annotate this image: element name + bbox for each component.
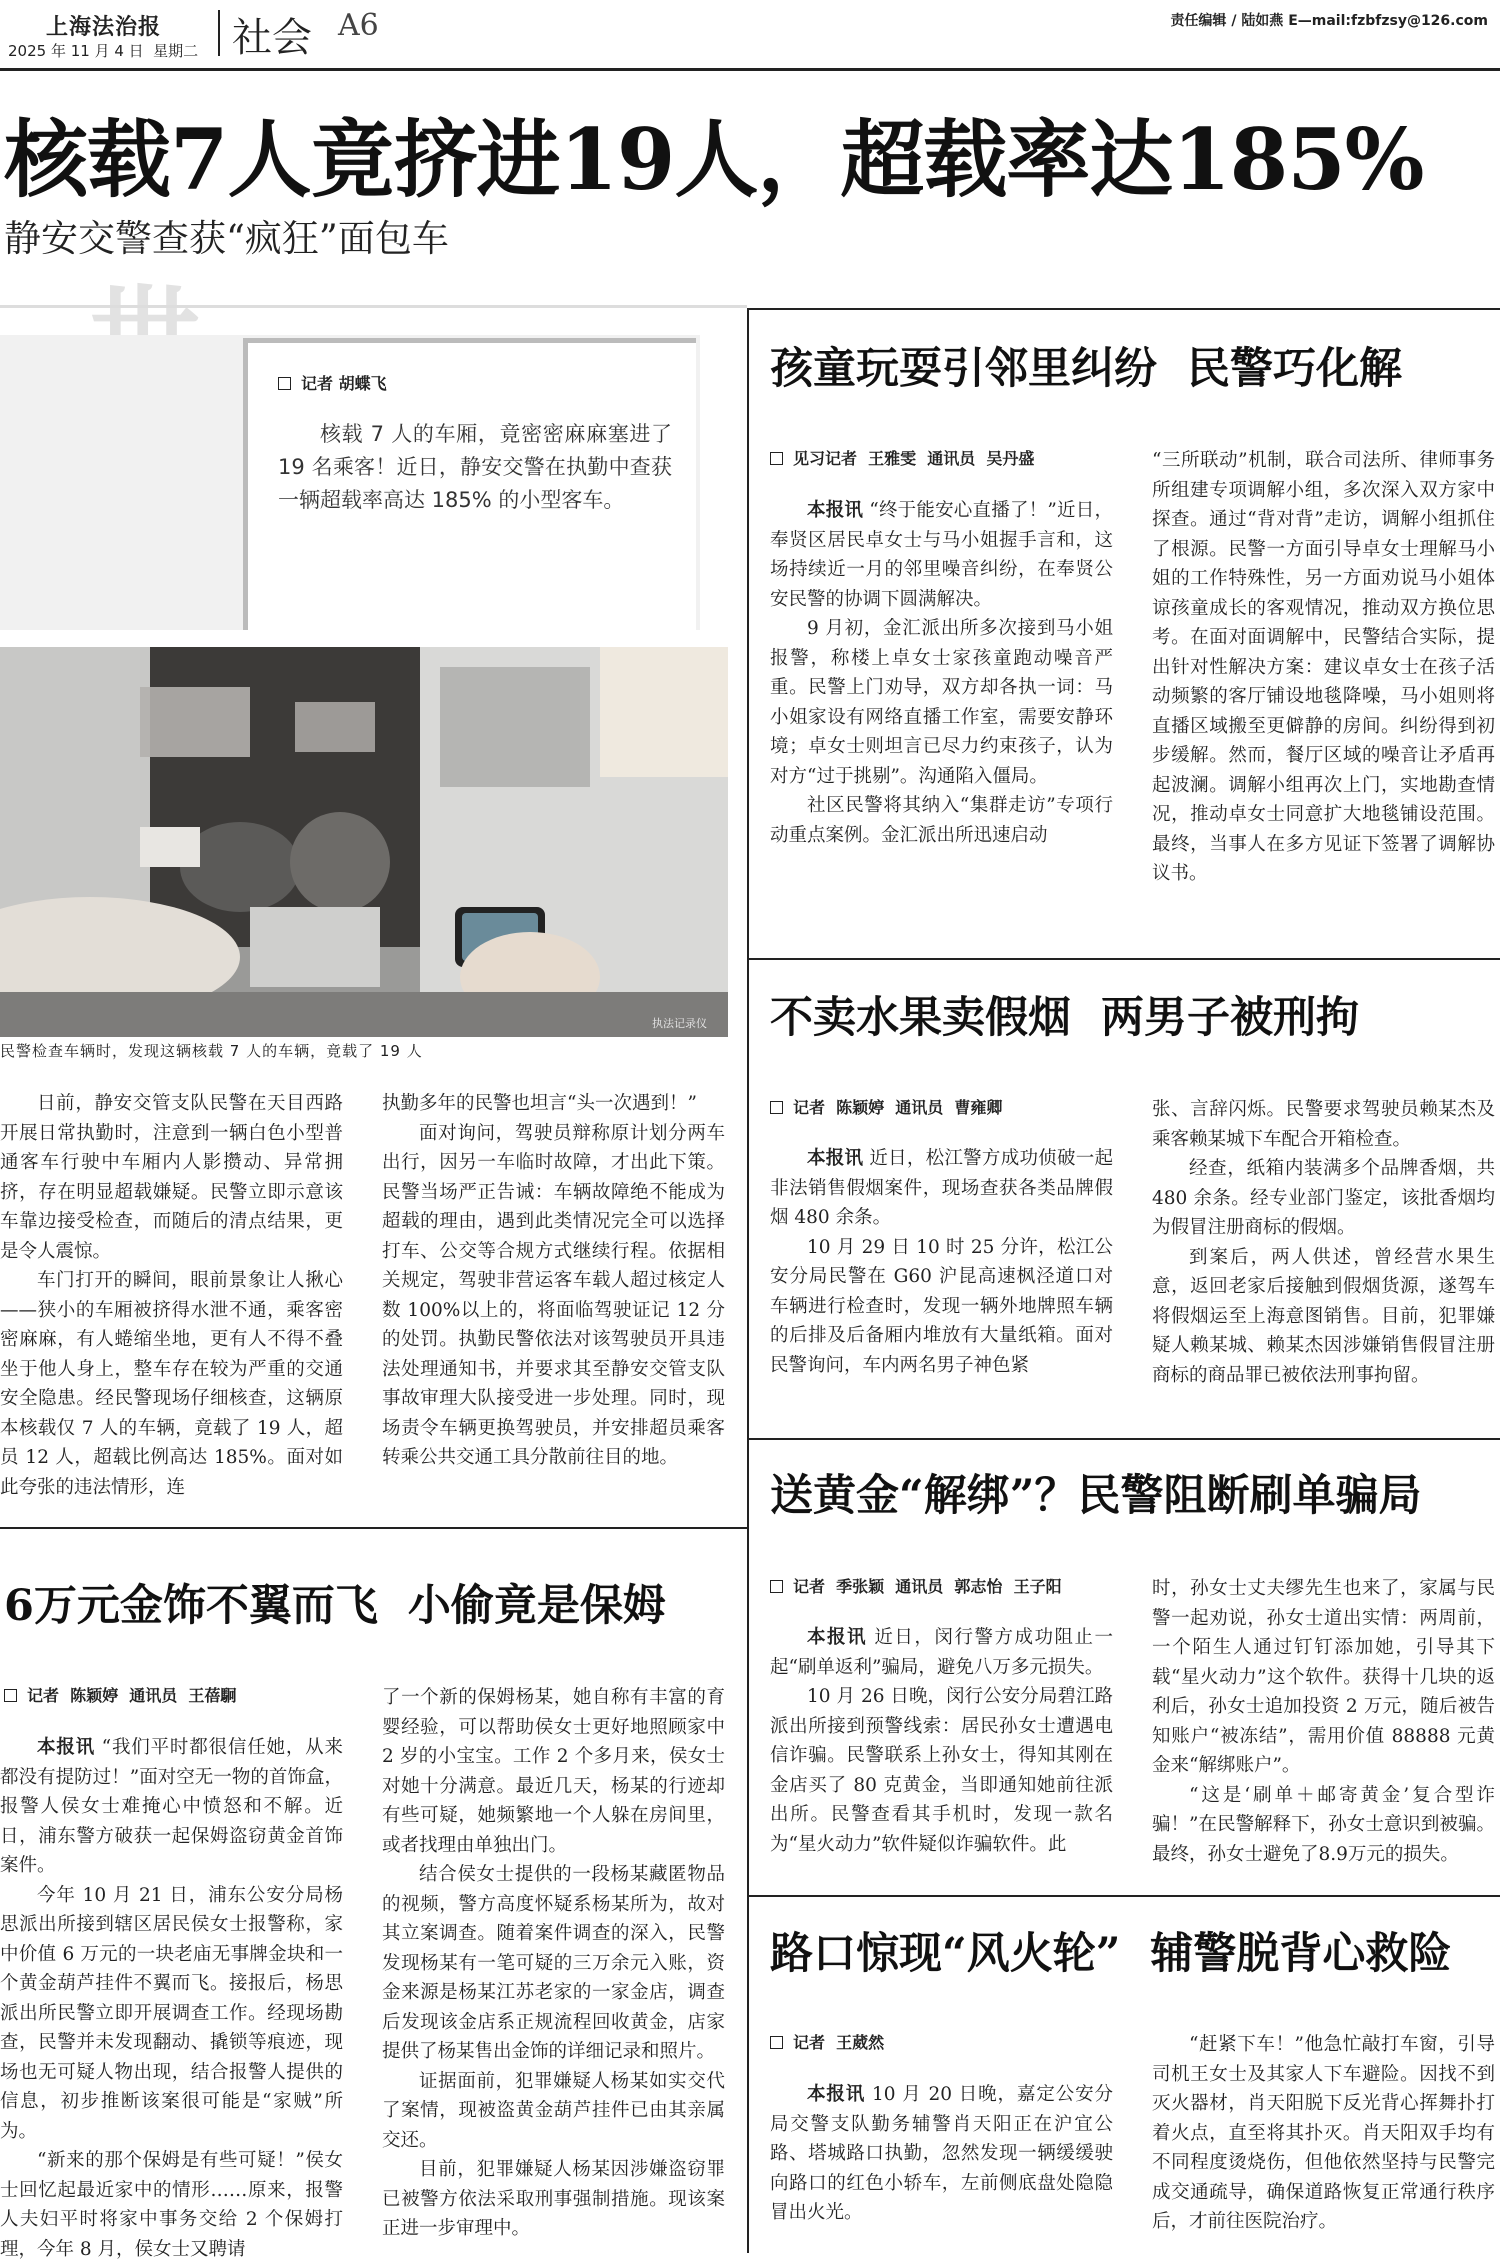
story-para: 社区民警将其纳入“集群走访”专项行动重点案例。金汇派出所迅速启动 [770, 795, 1113, 846]
editor-email: E—mail:fzbfzsy@126.com [1288, 13, 1488, 29]
masthead-divider [218, 10, 220, 56]
story-child-col2 [1152, 446, 1495, 889]
story-nanny-col2 [382, 1683, 725, 2244]
main-byline: 记者 胡蝶飞 [278, 371, 672, 394]
story-cig-col2 [1152, 1095, 1495, 1390]
story-divider [0, 1527, 747, 1529]
story-para: 本报讯 近日，松江警方成功侦破一起非法销售假烟案件，现场查获各类品牌假烟 480 余条。 [770, 1148, 1113, 1228]
photo-caption: 民警检查车辆时，发现这辆核载 7 人的车辆，竟载了 19 人 [0, 1042, 423, 1060]
story-para: 到案后，两人供述，曾经营水果生意，返回老家后接触到假烟货源，遂驾车将假烟运至上海意图销售。目前，犯罪嫌疑人赖某城、赖某杰因涉嫌销售假冒注册商标的商品罪已被依法刑事拘留。 [1152, 1246, 1495, 1386]
story-para: 今年 10 月 21 日，浦东公安分局杨思派出所接到辖区居民侯女士报警称，家中价值 6 万元的一块老庙无事牌金块和一个黄金葫芦挂件不翼而飞。接报后，杨思派出所民警立即开展调查工作。经现场勘查，民警并未发现翻动、撬锁等痕迹，现场也无可疑人物出现，结合报警人提供的信息，初步推断该案很可能是“家贼”所为。 [0, 1884, 343, 2142]
page-number: A6 [338, 8, 379, 43]
main-para: 面对询问，驾驶员辩称原计划分两车出行，因另一车临时故障，才出此下策。民警当场严正告诫：车辆故障绝不能成为超载的理由，遇到此类情况完全可以选择打车、公交等合规方式继续行程。依据相关规定，驾驶非营运客车载人超过核定人数 100%以上的，将面临驾驶证记 12 分的处罚。执勤民警依法对该驾驶员开具违法处理通知书，并要求其至静安交管支队事故审理大队接受进一步处理。同时，现场责令车辆更换驾驶员，并安排超员乘客转乘公共交通工具分散前往目的地。 [382, 1122, 725, 1468]
story-child-col1 [770, 496, 1113, 850]
summary-box [243, 338, 696, 630]
story-para: 本报讯 “我们平时都很信任她，从来都没有提防过！”面对空无一物的首饰盒，报警人侯女士难掩心中愤怒和不解。近日，浦东警方破获一起保姆盗窃黄金首饰案件。 [0, 1737, 343, 1876]
main-subhead: 静安交警查获“疯狂”面包车 [4, 217, 449, 260]
story-para: 10 月 29 日 10 时 25 分许，松江公安分局民警在 G60 沪昆高速枫泾道口对车辆进行检查时，发现一辆外地牌照车辆的后排及后备厢内堆放有大量纸箱。面对民警询问，车内两名男子神色紧 [770, 1236, 1113, 1376]
story-nanny-col1 [0, 1733, 343, 2264]
story-para: “三所联动”机制，联合司法所、律师事务所组建专项调解小组，多次深入双方家中探查。通过“背对背”走访，调解小组抓住了根源。民警一方面引导卓女士理解马小姐的工作特殊性，另一方面劝说马小姐体谅孩童成长的客观情况，推动双方换位思考。在面对面调解中，民警结合实际，提出针对性解决方案：建议卓女士在孩子活动频繁的客厅铺设地毯降噪，马小姐则将直播区域搬至更僻静的房间。纠纷得到初步缓解。然而，餐厅区域的噪音让矛盾再起波澜。调解小组再次上门，实地勘查情况，推动卓女士同意扩大地毯铺设范围。最终，当事人在多方见证下签署了调解协议书。 [1152, 450, 1495, 884]
story-wheel-col2 [1152, 2030, 1495, 2237]
story-para: 了一个新的保姆杨某，她自称有丰富的育婴经验，可以帮助侯女士更好地照顾家中 2 岁的小宝宝。工作 2 个多月来，侯女士对她十分满意。最近几天，杨某的行迹却有些可疑，她频繁地一个人躲在房间里，或者找理由单独出门。 [382, 1687, 725, 1856]
story-gold-col1 [770, 1623, 1113, 1859]
story-para: 9 月初，金汇派出所多次接到马小姐报警，称楼上卓女士家孩童跑动噪音严重。民警上门劝导，双方却各执一词：马小姐家设有网络直播工作室，需要安静环境；卓女士则坦言已尽力约束孩子，认为对方“过于挑剔”。沟通陷入僵局。 [770, 618, 1113, 787]
editor-info: 责任编辑 / 陆如燕 E—mail:fzbfzsy@126.com [1170, 13, 1488, 29]
story-nanny-byline: 记者 陈颖婷 通讯员 王蓓駉 [4, 1683, 236, 1706]
story-divider [747, 958, 1500, 960]
story-para: 张、言辞闪烁。民警要求驾驶员赖某杰及乘客赖某城下车配合开箱检查。 [1152, 1099, 1495, 1150]
story-gold-byline: 记者 季张颖 通讯员 郭志怡 王子阳 [770, 1574, 1062, 1597]
main-summary: 核载 7 人的车厢，竟密密麻麻塞进了 19 名乘客！近日，静安交警在执勤中查获一辆超载率高达 185% 的小型客车。 [278, 422, 672, 512]
story-para: 结合侯女士提供的一段杨某藏匿物品的视频，警方高度怀疑系杨某所为，故对其立案调查。随着案件调查的深入，民警发现杨某有一笔可疑的三万余元入账，资金来源是杨某江苏老家的一家金店，调查后发现该金店系正规流程回收黄金，店家提供了杨某售出金饰的详细记录和照片。 [382, 1864, 725, 2062]
paper-name: 上海法治报 [46, 14, 162, 40]
main-body-col1 [0, 1089, 343, 1502]
story-para: 本报讯 10 月 20 日晚，嘉定公安分局交警支队勤务辅警肖天阳正在沪宜公路、塔城路口执勤，忽然发现一辆缓缓驶向路口的红色小轿车，左前侧底盘处隐隐冒出火光。 [770, 2084, 1113, 2223]
main-headline: 核载7人竟挤进19人，超载率达185% [4, 110, 1424, 209]
story-nanny-headline: 6万元金饰不翼而飞 小偷竟是保姆 [4, 1581, 666, 1631]
main-section-rule [0, 305, 747, 308]
photo-credit: 执法记录仪 [652, 1017, 707, 1030]
story-para: 目前，犯罪嫌疑人杨某因涉嫌盗窃罪已被警方依法采取刑事强制措施。现该案正进一步审理中。 [382, 2159, 725, 2239]
story-child-headline: 孩童玩耍引邻里纠纷 民警巧化解 [770, 344, 1402, 394]
story-para: 本报讯 “终于能安心直播了！”近日，奉贤区居民卓女士与马小姐握手言和，这场持续近一月的邻里噪音纠纷，在奉贤公安民警的协调下圆满解决。 [770, 500, 1113, 610]
story-wheel-headline: 路口惊现“风火轮” 辅警脱背心救险 [770, 1929, 1452, 1979]
story-para: 经查，纸箱内装满多个品牌香烟，共 480 余条。经专业部门鉴定，该批香烟均为假冒注册商标的假烟。 [1152, 1158, 1495, 1238]
story-cig-headline: 不卖水果卖假烟 两男子被刑拘 [770, 993, 1359, 1043]
main-para: 执勤多年的民警也坦言“头一次遇到！” [382, 1093, 697, 1114]
story-divider [747, 308, 1500, 310]
story-divider [747, 1895, 1500, 1897]
story-para: 本报讯 近日，闵行警方成功阻止一起“刷单返利”骗局，避免八万多元损失。 [770, 1627, 1113, 1678]
story-gold-headline: 送黄金“解绑”？民警阻断刷单骗局 [770, 1471, 1422, 1521]
section-name: 社会 [232, 15, 312, 61]
story-cig-col1 [770, 1144, 1113, 1380]
story-para: 证据面前，犯罪嫌疑人杨某如实交代了案情，现被盗黄金葫芦挂件已由其亲属交还。 [382, 2070, 725, 2151]
story-divider [747, 1438, 1500, 1440]
story-para: “赶紧下车！”他急忙敲打车窗，引导司机王女士及其家人下车避险。因找不到灭火器材，肖天阳脱下反光背心挥舞扑打着火点，直至将其扑灭。肖天阳双手均有不同程度烫烧伤，但他依然坚持与民警完成交通疏导，确保道路恢复正常通行秩序后，才前往医院治疗。 [1152, 2034, 1495, 2232]
story-wheel-col1 [770, 2080, 1113, 2228]
story-gold-col2 [1152, 1574, 1495, 1869]
main-body-col2 [382, 1089, 725, 1473]
page-column-divider [747, 308, 749, 2253]
story-para: “这是‘刷单＋邮寄黄金’复合型诈骗！”在民警解释下，孙女士意识到被骗。最终，孙女士避免了8.9万元的损失。 [1152, 1784, 1495, 1865]
main-para: 日前，静安交管支队民警在天目西路开展日常执勤时，注意到一辆白色小型普通客车行驶中车厢内人影攒动、异常拥挤，存在明显超载嫌疑。民警立即示意该车靠边接受检查，而随后的清点结果，更是令人震惊。 [0, 1093, 343, 1262]
story-para: “新来的那个保姆是有些可疑！”侯女士回忆起最近家中的情形……原来，报警人夫妇平时将家中事务交给 2 个保姆打理，今年 8 月，侯女士又聘请 [0, 2150, 343, 2260]
story-para: 10 月 26 日晚，闵行公安分局碧江路派出所接到预警线索：居民孙女士遭遇电信诈骗。民警联系上孙女士，得知其刚在金店买了 80 克黄金，当即通知她前往派出所。民警查看其手机时，发现一款名为“星火动力”软件疑似诈骗软件。此 [770, 1686, 1113, 1855]
van-photo-illustration [0, 647, 728, 1037]
story-child-byline: 见习记者 王雅雯 通讯员 吴丹盛 [770, 446, 1034, 469]
main-photo [0, 647, 728, 1037]
main-para: 车门打开的瞬间，眼前景象让人揪心——狭小的车厢被挤得水泄不通，乘客密密麻麻，有人蜷缩坐地，更有人不得不叠坐于他人身上，整车存在较为严重的交通安全隐患。经民警现场仔细核查，这辆原本核载仅 7 人的车辆，竟载了 19 人，超员 12 人，超载比例高达 185%。面对如此夸张的违法情形，连 [0, 1270, 343, 1498]
editor-label: 责任编辑 [1170, 13, 1227, 29]
masthead-rule [0, 68, 1500, 71]
editor-name: 陆如燕 [1241, 13, 1284, 29]
story-wheel-byline: 记者 王葳然 [770, 2030, 884, 2053]
story-para: 时，孙女士丈夫缪先生也来了，家属与民警一起劝说，孙女士道出实情：两周前，一个陌生人通过钉钉添加她，引导其下载“星火动力”这个软件。获得十几块的返利后，孙女士追加投资 2 万元，随后被告知账户“被冻结”，需用价值 88888 元黄金来“解绑账户”。 [1152, 1578, 1495, 1776]
issue-date: 2025 年 11 月 4 日 星期二 [8, 42, 199, 60]
story-cig-byline: 记者 陈颖婷 通讯员 曹雍卿 [770, 1095, 1002, 1118]
